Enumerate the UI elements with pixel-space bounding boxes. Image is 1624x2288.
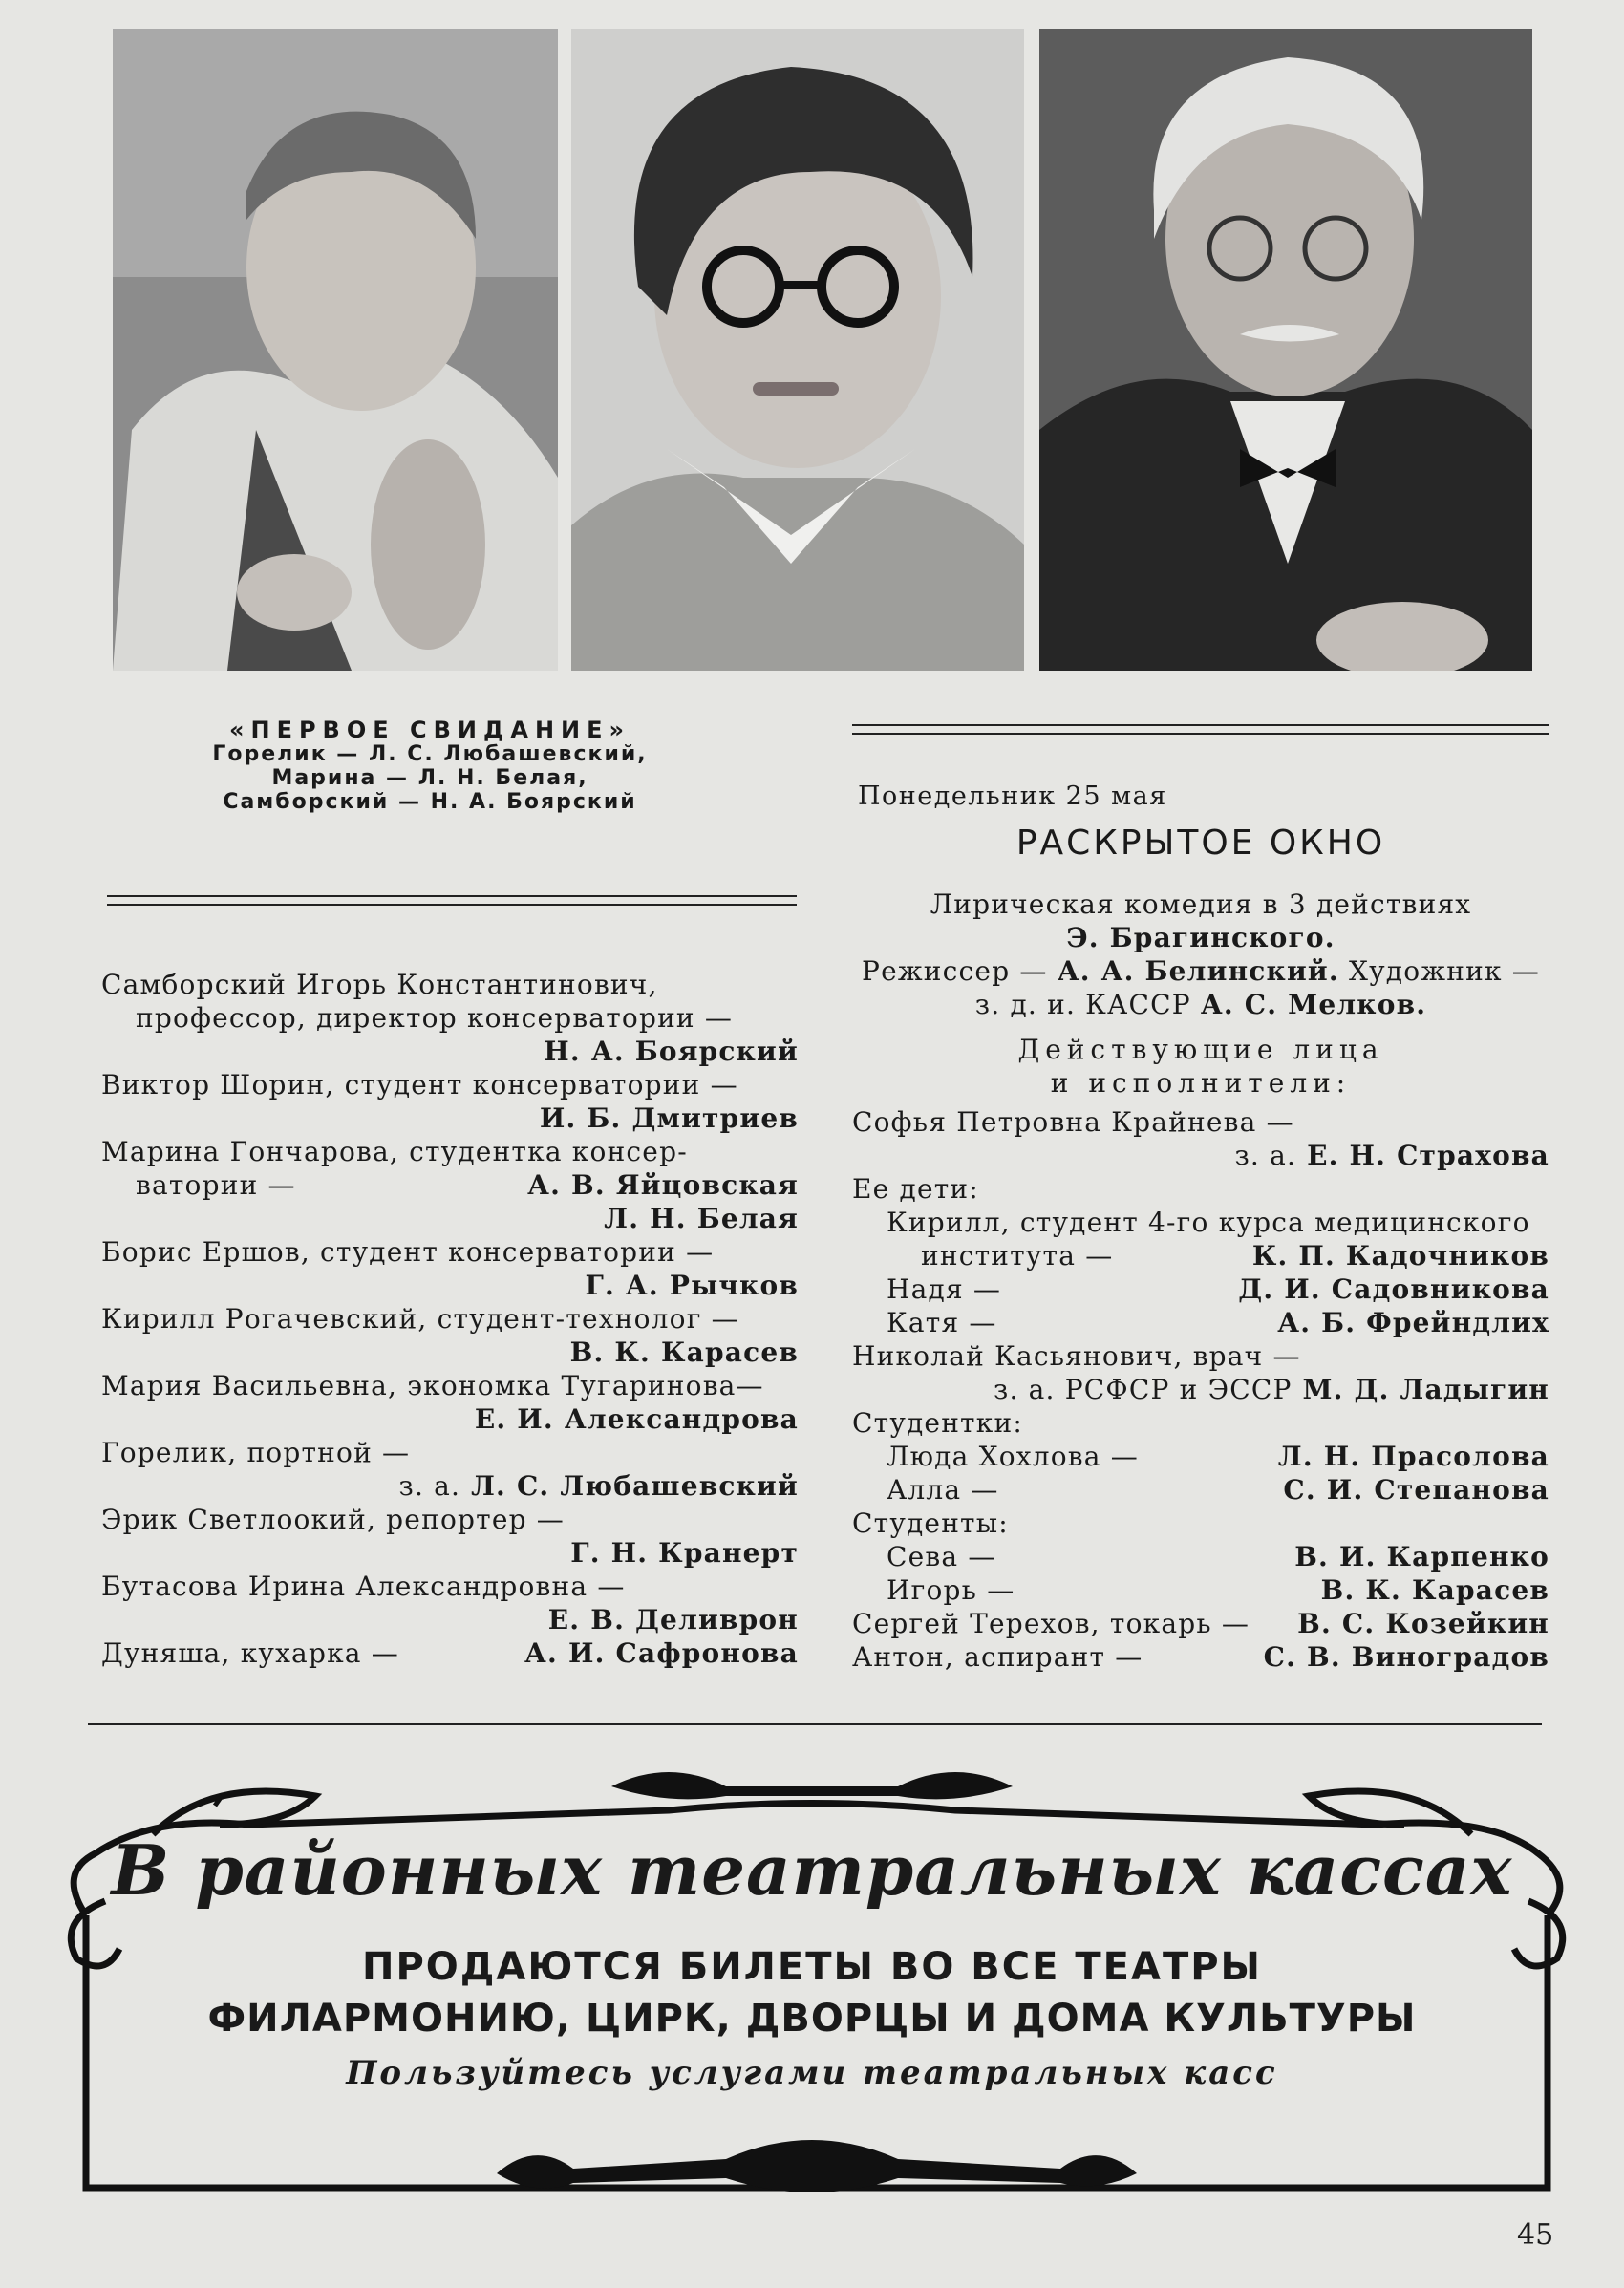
cast-role: Дуняша, кухарка —: [101, 1637, 399, 1669]
cast-line: Софья Петровна Крайнева —: [852, 1106, 1294, 1138]
banner-line: ФИЛАРМОНИЮ, ЦИРК, ДВОРЦЫ И ДОМА КУЛЬТУРЫ: [207, 1997, 1417, 2041]
actor-name: Л. Н. Прасолова: [1277, 1441, 1549, 1472]
divider: [88, 1723, 1542, 1725]
right-cast-list: [852, 887, 1549, 1674]
actor-title: з. а. РСФСР и ЭССР: [993, 1374, 1293, 1405]
cast-heading: и исполнители:: [1050, 1067, 1352, 1099]
cast-role: Игорь —: [887, 1574, 1015, 1606]
staff-name: А. С. Мелков.: [1200, 989, 1427, 1020]
actor-name: В. С. Козейкин: [1297, 1608, 1549, 1639]
staff-role: Режиссер —: [862, 955, 1048, 987]
actor-title: з. а.: [398, 1470, 461, 1502]
staff-name: А. А. Белинский.: [1057, 955, 1339, 987]
cast-line: Николай Касьянович, врач —: [852, 1340, 1301, 1372]
cast-role: ватории —: [136, 1169, 296, 1201]
cast-line: Горелик, портной —: [101, 1437, 411, 1468]
cast-line: Мария Васильевна, экономка Тугаринова—: [101, 1370, 764, 1401]
actor-title: з. а.: [1234, 1140, 1297, 1171]
cast-role: Сева —: [887, 1541, 996, 1572]
page-number: 45: [1517, 2218, 1554, 2252]
banner-line: ПРОДАЮТСЯ БИЛЕТЫ ВО ВСЕ ТЕАТРЫ: [362, 1945, 1262, 1989]
actor-name: Е. В. Деливрон: [547, 1604, 799, 1636]
actor-name: А. И. Сафронова: [524, 1637, 799, 1669]
actor-name: С. И. Степанова: [1283, 1474, 1549, 1506]
cast-line: Студенты:: [852, 1508, 1009, 1539]
cast-role: Надя —: [887, 1273, 1002, 1305]
actor-name: Н. А. Боярский: [544, 1036, 799, 1067]
cast-line: Марина Гончарова, студентка консер-: [101, 1136, 688, 1167]
actor-name: В. К. Карасев: [1320, 1574, 1549, 1606]
cast-role: Антон, аспирант —: [852, 1641, 1143, 1673]
caption-line: Марина — Л. Н. Белая,: [271, 766, 588, 790]
divider: [107, 904, 797, 906]
banner-slogan: Пользуйтесь услугами театральных касс: [346, 2054, 1278, 2092]
actor-name: К. П. Кадочников: [1251, 1240, 1549, 1272]
divider: [852, 724, 1549, 726]
play-author: Э. Брагинского.: [1066, 922, 1336, 953]
actor-name: В. К. Карасев: [569, 1336, 799, 1368]
cast-role: Катя —: [887, 1307, 997, 1338]
actor-name: А. Б. Фрейндлих: [1277, 1307, 1549, 1338]
actor-name: Д. И. Садовникова: [1238, 1273, 1549, 1305]
actor-name: С. В. Виноградов: [1263, 1641, 1549, 1673]
photo-caption: [143, 718, 716, 814]
actor-name: Е. Н. Страхова: [1307, 1140, 1549, 1171]
cast-line: Студентки:: [852, 1407, 1023, 1439]
photo-gorelik: [113, 29, 558, 671]
actor-name: Л. С. Любашевский: [471, 1470, 799, 1502]
cast-line: Самборский Игорь Константинович,: [101, 969, 658, 1000]
photo-samborsky: [1039, 29, 1532, 671]
actor-name: Г. А. Рычков: [585, 1270, 799, 1301]
cast-line: Эрик Светлоокий, репортер —: [101, 1504, 566, 1535]
divider: [852, 733, 1549, 735]
cast-line: Ее дети:: [852, 1173, 979, 1205]
caption-line: Горелик — Л. С. Любашевский,: [212, 742, 648, 766]
play-genre: Лирическая комедия в 3 действиях: [930, 888, 1472, 920]
cast-line: Борис Ершов, студент консерватории —: [101, 1236, 715, 1268]
banner-script-title: В районных театральных кассах: [111, 1829, 1513, 1911]
cast-heading: Действующие лица: [1017, 1034, 1384, 1065]
actor-name: В. И. Карпенко: [1294, 1541, 1549, 1572]
cast-line: Виктор Шорин, студент консерватории —: [101, 1069, 738, 1101]
cast-line: Кирилл Рогачевский, студент-технолог —: [101, 1303, 739, 1335]
actor-name: Е. И. Александрова: [474, 1403, 799, 1435]
staff-role: Художник —: [1348, 955, 1540, 987]
actor-name: А. В. Яйцовская: [527, 1169, 799, 1201]
cast-role: Сергей Терехов, токарь —: [852, 1608, 1250, 1639]
cast-role: Алла —: [887, 1474, 999, 1506]
divider: [107, 895, 797, 897]
caption-line: Самборский — Н. А. Боярский: [223, 790, 637, 814]
actor-name: М. Д. Ладыгин: [1302, 1374, 1549, 1405]
staff-title: з. д. и. КАССР: [974, 989, 1191, 1020]
caption-title: «ПЕРВОЕ СВИДАНИЕ»: [228, 716, 631, 743]
actor-name: И. Б. Дмитриев: [539, 1102, 799, 1134]
cast-line: Кирилл, студент 4-го курса медицинского: [887, 1207, 1530, 1238]
performance-date: Понедельник 25 мая: [858, 781, 1167, 811]
cast-role: Люда Хохлова —: [887, 1441, 1139, 1472]
cast-role: института —: [921, 1240, 1114, 1272]
photo-marina: [571, 29, 1024, 671]
play-title: РАСКРЫТОЕ ОКНО: [1015, 823, 1386, 863]
cast-line: Бутасова Ирина Александровна —: [101, 1571, 626, 1602]
cast-line: профессор, директор консерватории —: [136, 1002, 734, 1034]
actor-name: Л. Н. Белая: [604, 1203, 799, 1234]
left-cast-list: [101, 968, 799, 1670]
actor-name: Г. Н. Кранерт: [570, 1537, 799, 1569]
